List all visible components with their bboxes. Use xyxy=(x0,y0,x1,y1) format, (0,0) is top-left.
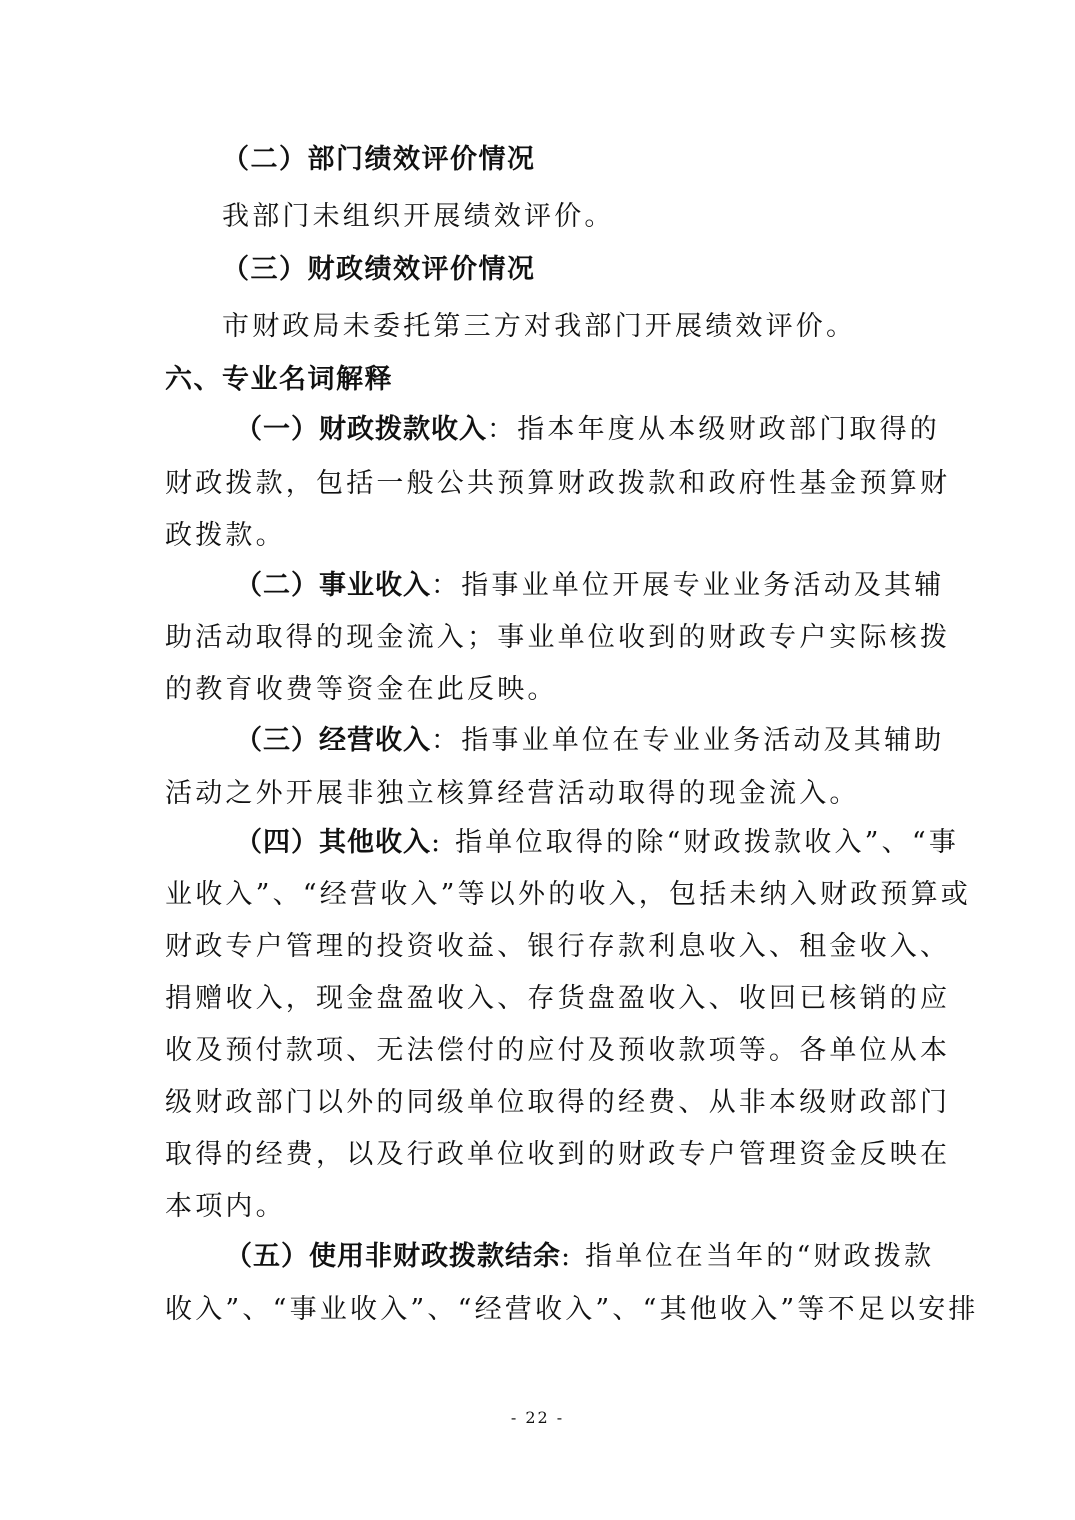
glossary-entry-first-line xyxy=(235,724,944,758)
glossary-entry-first-line xyxy=(225,1240,934,1274)
paragraph-line: 收入”、“事业收入”、“经营收入”、“其他收入”等不足以安排 xyxy=(165,1294,979,1325)
paragraph-line: 本项内。 xyxy=(165,1191,286,1222)
glossary-entry-first-line xyxy=(235,413,940,447)
glossary-definition: ：指事业单位在专业业务活动及其辅助 xyxy=(431,725,945,756)
glossary-entry-first-line xyxy=(235,569,944,603)
paragraph-line: 活动之外开展非独立核算经营活动取得的现金流入。 xyxy=(165,778,860,809)
glossary-term: （二）事业收入 xyxy=(235,570,431,601)
glossary-term: （一）财政拨款收入 xyxy=(235,414,487,445)
glossary-definition: ：指本年度从本级财政部门取得的 xyxy=(487,414,940,445)
glossary-term: （四）其他收入 xyxy=(235,827,431,858)
section-heading-glossary: 六、专业名词解释 xyxy=(165,364,393,395)
paragraph-text: 我部门未组织开展绩效评价。 xyxy=(222,201,615,232)
paragraph-line: 取得的经费，以及行政单位收到的财政专户管理资金反映在 xyxy=(165,1139,951,1170)
page-number: - 22 - xyxy=(510,1408,565,1427)
paragraph-line: 财政拨款，包括一般公共预算财政拨款和政府性基金预算财 xyxy=(165,468,951,499)
glossary-term: （三）经营收入 xyxy=(235,725,431,756)
paragraph-line: 助活动取得的现金流入；事业单位收到的财政专户实际核拨 xyxy=(165,622,951,653)
paragraph-text: 市财政局未委托第三方对我部门开展绩效评价。 xyxy=(222,311,857,342)
paragraph-line: 收及预付款项、无法偿付的应付及预收款项等。各单位从本 xyxy=(165,1035,951,1066)
section-heading-performance-dept: （二）部门绩效评价情况 xyxy=(222,144,536,175)
paragraph-line: 财政专户管理的投资收益、银行存款利息收入、租金收入、 xyxy=(165,931,951,962)
glossary-definition: ：指事业单位开展专业业务活动及其辅 xyxy=(431,570,945,601)
paragraph-line: 政拨款。 xyxy=(165,520,286,551)
glossary-definition: : 指单位在当年的“财政拨款 xyxy=(561,1241,935,1272)
paragraph-line: 捐赠收入，现金盘盈收入、存货盘盈收入、收回已核销的应 xyxy=(165,983,951,1014)
glossary-definition: : 指单位取得的除“财政拨款收入”、“事 xyxy=(431,827,960,858)
glossary-entry-first-line xyxy=(235,826,959,860)
paragraph-line: 的教育收费等资金在此反映。 xyxy=(165,674,558,705)
section-heading-performance-finance: （三）财政绩效评价情况 xyxy=(222,254,536,285)
paragraph-line: 业收入”、“经营收入”等以外的收入，包括未纳入财政预算或 xyxy=(165,879,972,910)
paragraph-line: 级财政部门以外的同级单位取得的经费、从非本级财政部门 xyxy=(165,1087,951,1118)
glossary-term: （五）使用非财政拨款结余 xyxy=(225,1241,561,1272)
